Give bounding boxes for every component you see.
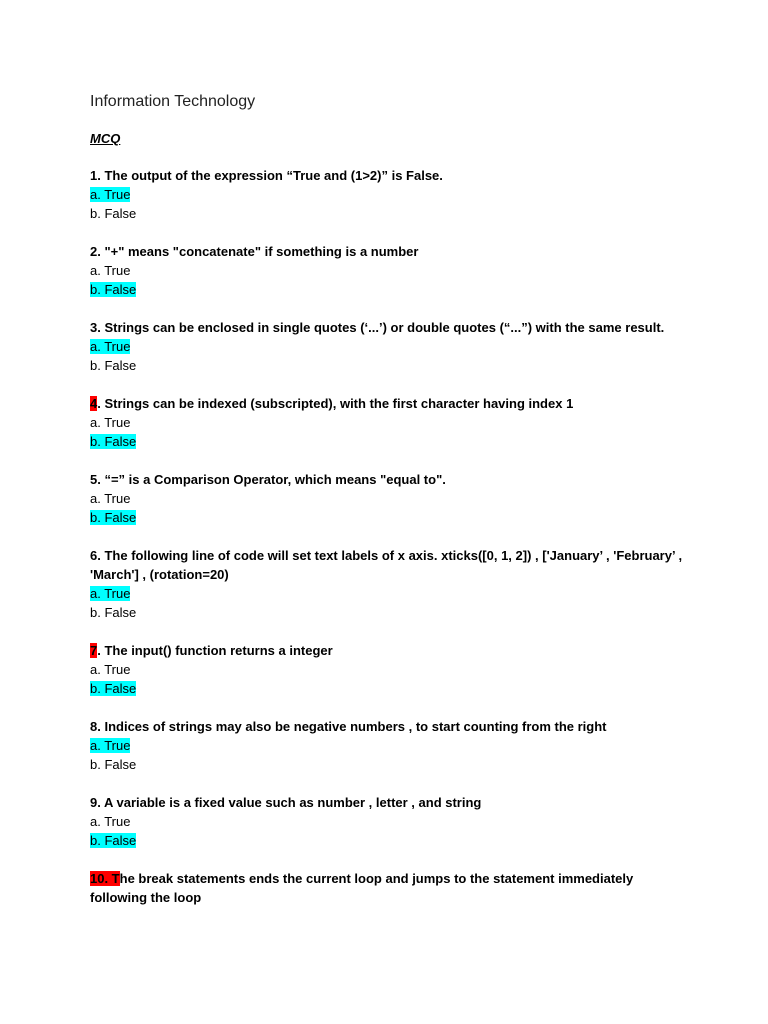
answer-option: [90, 508, 690, 527]
question-text: [90, 793, 690, 812]
answer-option-label-highlighted: b. False: [90, 282, 137, 297]
question-number: .: [97, 396, 105, 411]
answer-option-label-highlighted: a. True: [90, 586, 131, 601]
question-body: "+" means "concatenate" if something is a number: [104, 244, 419, 259]
answer-option: [90, 584, 690, 603]
question-body: Strings can be enclosed in single quotes (‘...’) or double quotes (“...”) with the same result.: [104, 320, 665, 335]
answer-option: [90, 755, 690, 774]
question-number: 1.: [90, 168, 105, 183]
answer-option-label: a. True: [90, 814, 131, 829]
answer-option: [90, 261, 690, 280]
question-text: [90, 869, 690, 907]
question-block-4: [90, 394, 690, 451]
answer-option: [90, 812, 690, 831]
document-page: [90, 92, 690, 907]
document-title: Information Technology: [90, 93, 256, 110]
question-body: The output of the expression “True and (1>2)” is False.: [104, 168, 443, 183]
answer-option: [90, 413, 690, 432]
question-body: The following line of code will set text labels of x axis. xticks([0, 1, 2]) , ['January’ , 'February’ , 'March'] , (rotation=20): [90, 548, 683, 582]
answer-option-label-highlighted: a. True: [90, 339, 131, 354]
answer-option-label-highlighted: a. True: [90, 738, 131, 753]
question-number: 6.: [90, 548, 105, 563]
answer-option: [90, 432, 690, 451]
answer-option: [90, 204, 690, 223]
question-block-7: [90, 641, 690, 698]
question-text: [90, 318, 690, 337]
question-text: [90, 470, 690, 489]
answer-option: [90, 489, 690, 508]
question-flag-highlight: 10. T: [90, 871, 120, 886]
answer-option-label: b. False: [90, 206, 137, 221]
answer-option-label-highlighted: b. False: [90, 681, 137, 696]
answer-option-label-highlighted: a. True: [90, 187, 131, 202]
answer-option-label-highlighted: b. False: [90, 510, 137, 525]
question-block-10: [90, 869, 690, 907]
question-block-6: [90, 546, 690, 622]
question-number: 8.: [90, 719, 105, 734]
answer-option: [90, 185, 690, 204]
question-number: 2.: [90, 244, 105, 259]
answer-option: [90, 736, 690, 755]
answer-option-label: b. False: [90, 605, 137, 620]
question-text: [90, 394, 690, 413]
answer-option: [90, 356, 690, 375]
question-block-3: [90, 318, 690, 375]
answer-option: [90, 603, 690, 622]
question-flag-highlight: 4: [90, 396, 98, 411]
question-body: A variable is a fixed value such as number , letter , and string: [103, 795, 482, 810]
question-body: Strings can be indexed (subscripted), with the first character having index 1: [104, 396, 574, 411]
question-body: “=” is a Comparison Operator, which means "equal to".: [104, 472, 446, 487]
question-text: [90, 166, 690, 185]
question-flag-highlight: 7: [90, 643, 98, 658]
answer-option-label: b. False: [90, 358, 137, 373]
answer-option: [90, 660, 690, 679]
answer-option: [90, 280, 690, 299]
answer-option-label-highlighted: b. False: [90, 434, 137, 449]
answer-option-label-highlighted: b. False: [90, 833, 137, 848]
answer-option-label: b. False: [90, 757, 137, 772]
question-number: 9.: [90, 795, 104, 810]
question-block-9: [90, 793, 690, 850]
question-text: [90, 641, 690, 660]
question-block-5: [90, 470, 690, 527]
question-body: The input() function returns a integer: [104, 643, 333, 658]
question-body: he break statements ends the current loop and jumps to the statement immediately following the loop: [90, 871, 634, 905]
question-number: 5.: [90, 472, 105, 487]
question-list: [90, 166, 690, 907]
answer-option-label: a. True: [90, 263, 131, 278]
question-text: [90, 717, 690, 736]
question-number: 3.: [90, 320, 105, 335]
question-block-1: [90, 166, 690, 223]
question-text: [90, 242, 690, 261]
question-block-2: [90, 242, 690, 299]
answer-option: [90, 831, 690, 850]
question-body: Indices of strings may also be negative numbers , to start counting from the right: [104, 719, 607, 734]
answer-option: [90, 337, 690, 356]
answer-option-label: a. True: [90, 491, 131, 506]
question-number: .: [97, 643, 105, 658]
question-block-8: [90, 717, 690, 774]
answer-option-label: a. True: [90, 415, 131, 430]
answer-option-label: a. True: [90, 662, 131, 677]
answer-option: [90, 679, 690, 698]
section-heading-mcq: MCQ: [90, 131, 121, 146]
question-text: [90, 546, 690, 584]
